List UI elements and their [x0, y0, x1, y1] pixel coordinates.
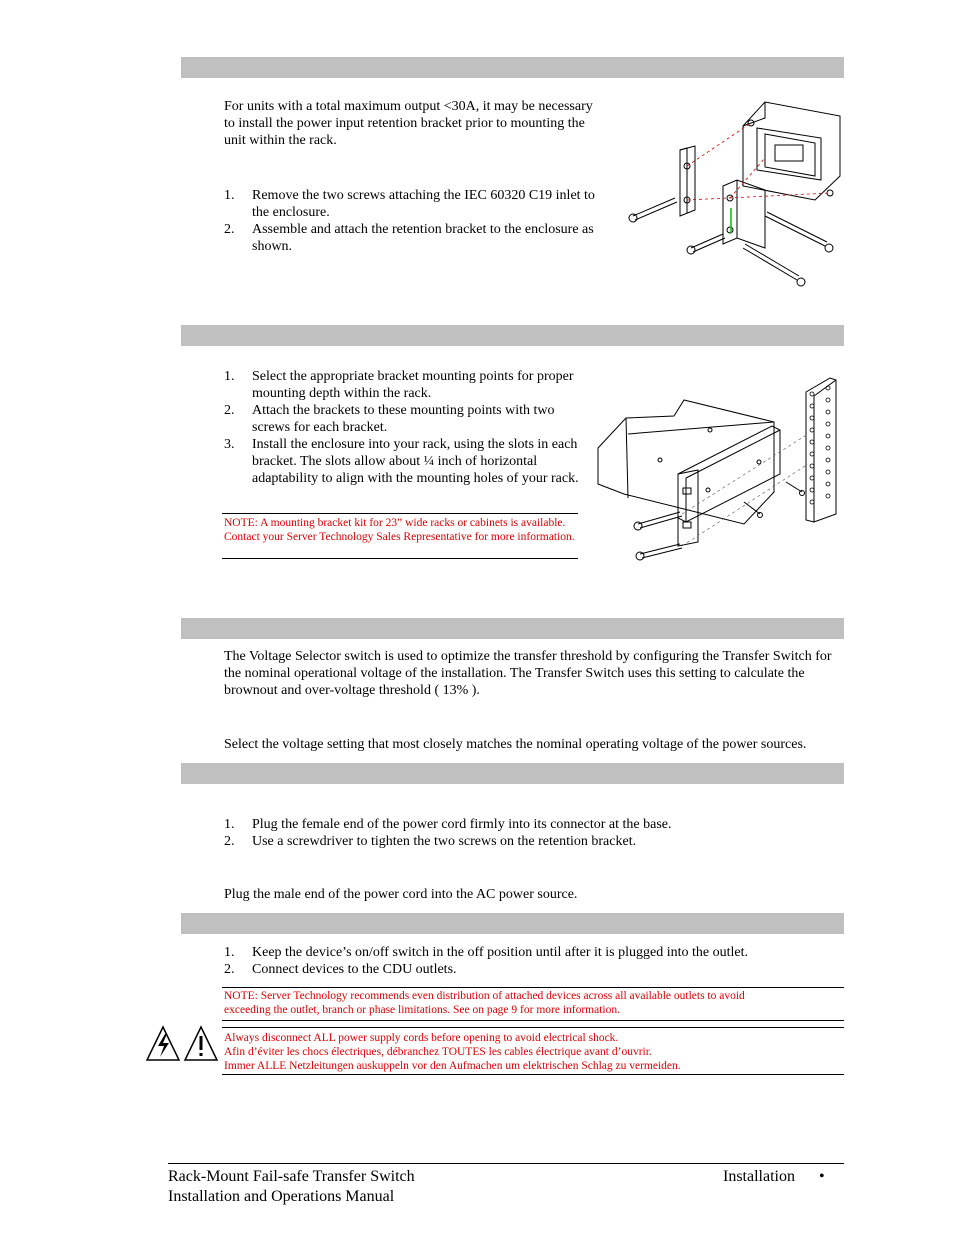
warning-line-fr: Afin d’éviter les chocs électriques, débranchez TOUTES les cables électrique avant d’ouvrir. — [224, 1046, 652, 1058]
section-header-bar — [181, 913, 844, 934]
section1-steps — [224, 187, 604, 255]
retention-bracket-illustration — [625, 98, 845, 298]
list-item: 2. Attach the brackets to these mounting points with two screws for each bracket. — [224, 403, 555, 435]
list-item: 1. Keep the device’s on/off switch in the off position until after it is plugged into the outlet. — [224, 945, 749, 960]
voltage-selector-description: The Voltage Selector switch is used to optimize the transfer threshold by configuring the Transfer Switch for the nominal operational voltage of the installation. The Transfer Switch uses this setting to calculate the brownout and over-voltage threshold ( 13% ). — [224, 649, 832, 698]
voltage-setting-instruction: Select the voltage setting that most closely matches the nominal operating voltage of the power sources. — [224, 737, 807, 752]
note-line: exceeding the outlet, branch or phase limitations. See on page 9 for more information. — [224, 1004, 620, 1016]
list-item: 2. Connect devices to the CDU outlets. — [224, 962, 457, 977]
list-item: 1. Plug the female end of the power cord firmly into its connector at the base. — [224, 817, 672, 832]
power-source-instruction: Plug the male end of the power cord into the AC power source. — [224, 887, 578, 902]
shock-warning — [222, 1027, 844, 1075]
footer-rule — [168, 1163, 844, 1164]
list-item: 3. Install the enclosure into your rack, using the slots in each bracket. The slots allow about ¼ inch of horizontal adaptability to align with the mounting holes of your rack. — [224, 437, 579, 486]
list-item: 2. Use a screwdriver to tighten the two screws on the retention bracket. — [224, 834, 637, 849]
section1-intro: For units with a total maximum output <30A, it may be necessary to install the power input retention bracket prior to mounting the unit within the rack. — [224, 99, 593, 148]
mounting-note: NOTE: A mounting bracket kit for 23” wide racks or cabinets is available. Contact your Server Technology Sales Representative for more information. — [222, 513, 578, 559]
section-header-bar — [181, 57, 844, 78]
section-header-bar — [181, 325, 844, 346]
warning-line-de: Immer ALLE Netzleitungen auskuppeln vor den Aufmachen um elektrischen Schlag zu vermeiden. — [224, 1060, 681, 1072]
section4-steps — [224, 816, 840, 850]
electrical-hazard-warning-icon — [146, 1024, 220, 1064]
section-header-bar — [181, 763, 844, 784]
footer-section-name: Installation — [723, 1168, 795, 1185]
list-item: 1. Select the appropriate bracket mounting points for proper mounting depth within the rack. — [224, 369, 574, 401]
rack-mounting-illustration — [594, 374, 844, 569]
distribution-note — [222, 987, 844, 1021]
list-item: 2. Assemble and attach the retention bracket to the enclosure as shown. — [224, 222, 594, 254]
section5-steps — [224, 944, 840, 978]
list-item: 1. Remove the two screws attaching the IEC 60320 C19 inlet to the enclosure. — [224, 188, 595, 220]
section2-steps — [224, 368, 579, 487]
footer-bullet: • — [819, 1168, 825, 1185]
footer-title-line2: Installation and Operations Manual — [168, 1188, 395, 1205]
section-header-bar — [181, 618, 844, 639]
warning-line-en: Always disconnect ALL power supply cords before opening to avoid electrical shock. — [224, 1032, 619, 1044]
footer-title-line1: Rack-Mount Fail-safe Transfer Switch — [168, 1168, 415, 1185]
note-line: NOTE: Server Technology recommends even distribution of attached devices across all available outlets to avoid — [224, 990, 745, 1002]
